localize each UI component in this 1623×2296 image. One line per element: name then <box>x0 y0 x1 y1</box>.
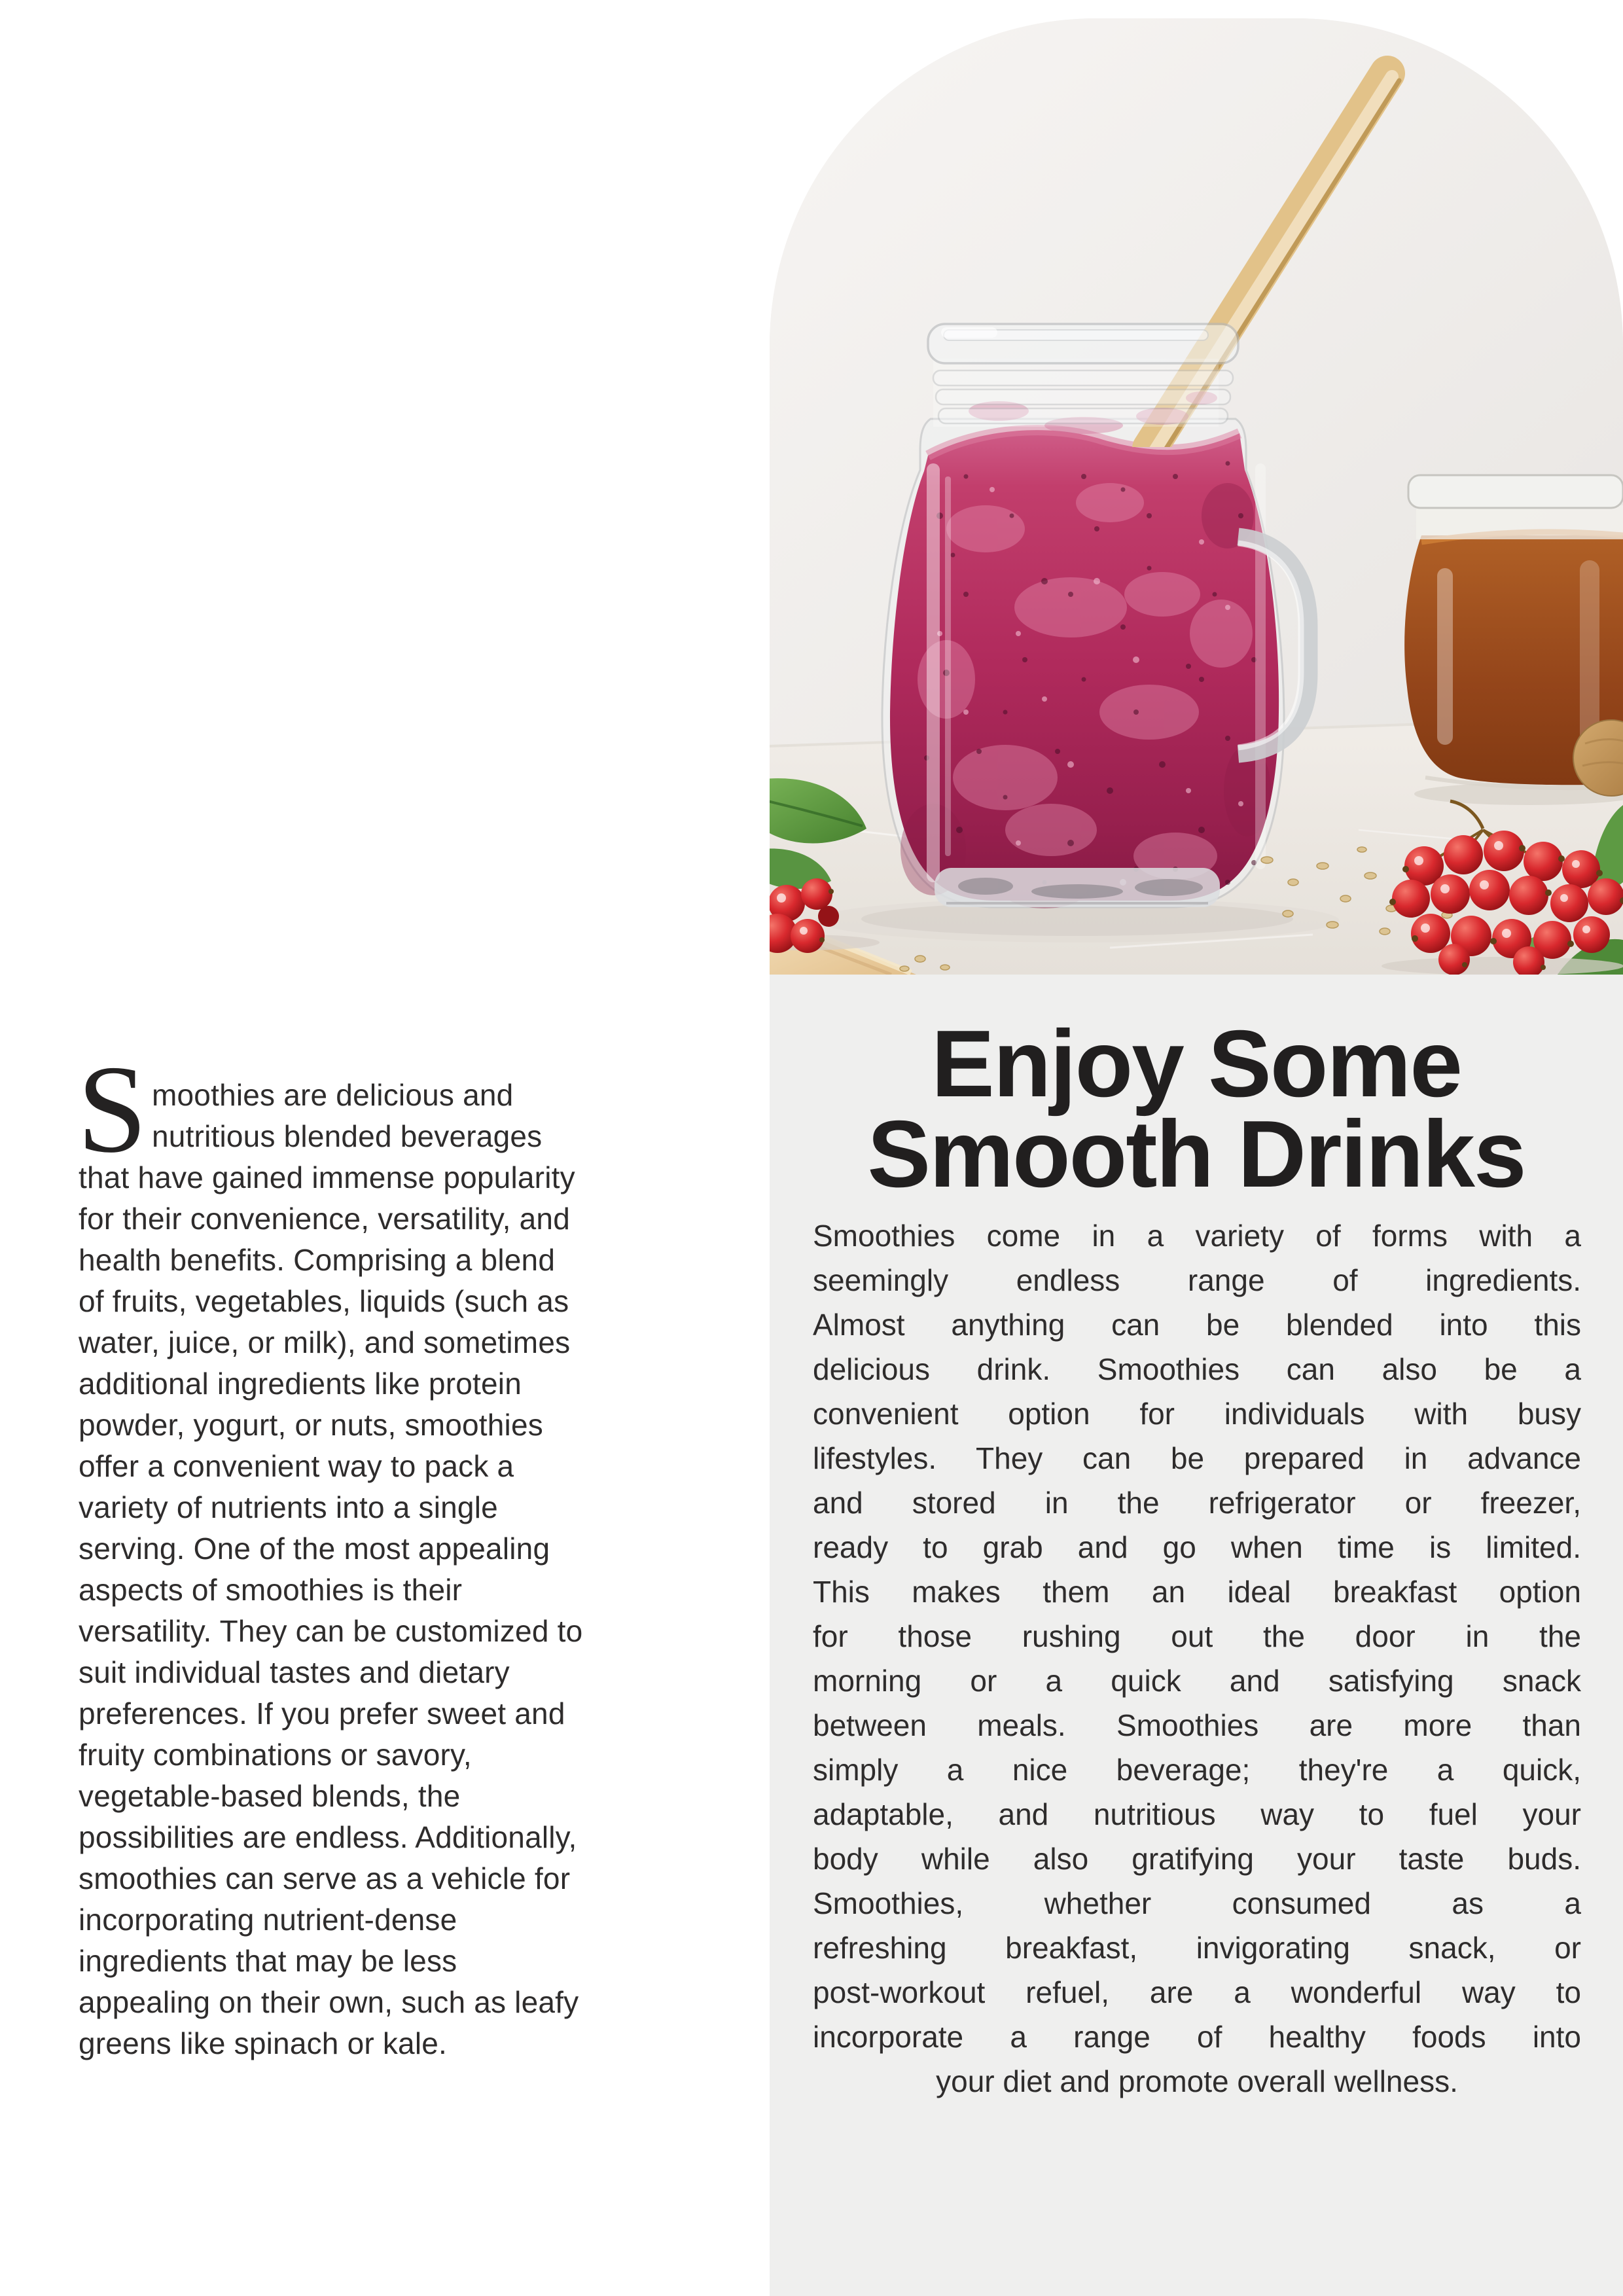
left-article <box>79 1075 707 2064</box>
article-heading: Enjoy Some Smooth Drinks <box>867 1011 1525 1207</box>
smoothie-photo-illustration <box>770 18 1623 975</box>
left-article-body: that have gained immense popularity for their convenience, versatility, and health benefits. Comprising a blend of fruits, vegetables, liquids (such as water, juice, or milk), and sometimes additional ingredients like protein powder, yogurt, or nuts, smoothies offer a convenient way to pack a variety of nutrients into a single serving. One of the most appealing aspects of smoothies is their versatility. They can be customized to suit individual tastes and dietary preferences. If you prefer sweet and fruity combinations or savory, vegetable-based blends, the possibilities are endless. Additionally, smoothies can serve as a vehicle for incorporating nutrient-dense ingredients that may be less appealing on their own, such as leafy greens like spinach or kale. <box>79 1160 583 2060</box>
right-article-last-line: your diet and promote overall wellness. <box>936 2064 1458 2098</box>
jar-rim-and-threads <box>928 324 1238 434</box>
hero-photo <box>770 18 1623 975</box>
left-article-intro: moothies are delicious and nutritious blended beverages <box>152 1078 543 1153</box>
drop-cap: S <box>77 1039 147 1179</box>
right-article-body: Smoothies come in a variety of forms with a seemingly endless range of ingredients. Almost anything can be blended into this delicious drink. Smoothies can also be a convenient option for individuals with busy lifestyles. They can be prepared in advance and stored in the refrigerator or freezer, ready to grab and go when time is limited. This makes them an ideal breakfast option for those rushing out the door in the morning or a quick and satisfying snack between meals. Smoothies are more than simply a nice beverage; they're a quick, adaptable, and nutritious way to fuel your body while also gratifying your taste buds. Smoothies, whether consumed as a refreshing breakfast, invigorating snack, or post-workout refuel, are a wonderful way to incorporate a range of healthy foods into <box>813 1219 1581 2054</box>
